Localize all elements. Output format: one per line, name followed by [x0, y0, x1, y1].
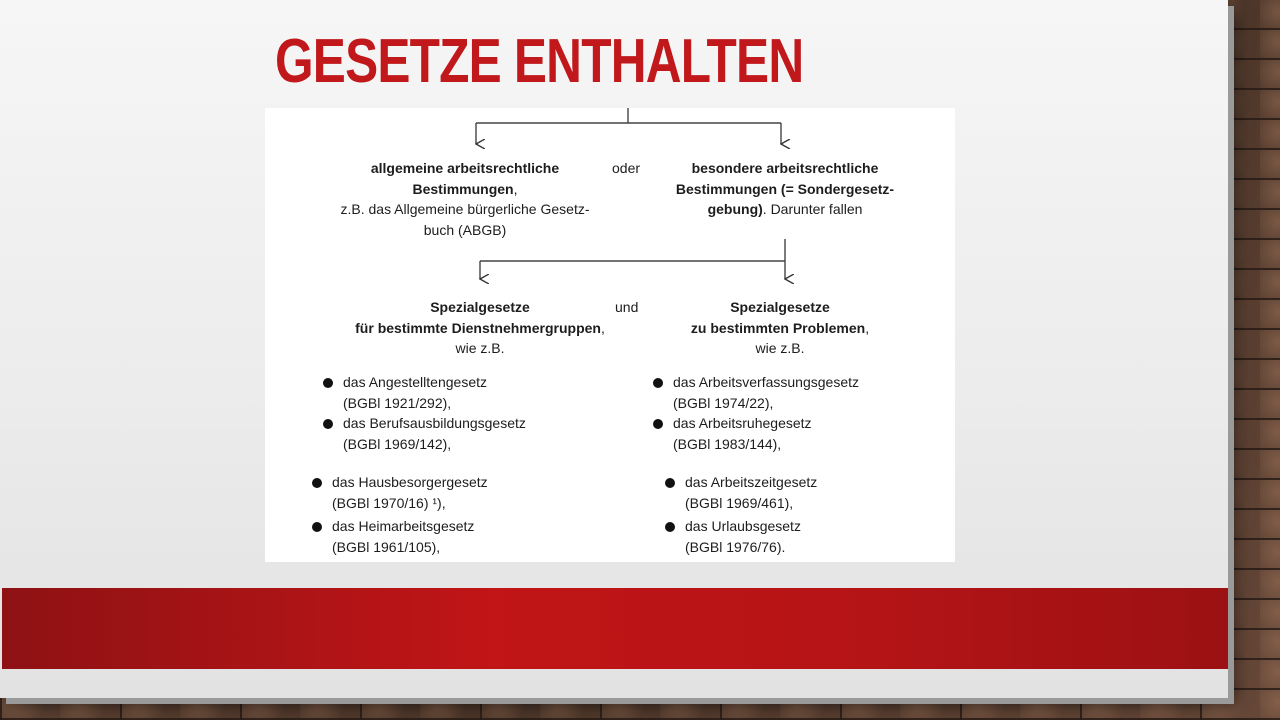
list-item-name: das Arbeitszeitgesetz: [685, 474, 818, 490]
bullet-icon: [323, 419, 333, 429]
footer-band: [2, 588, 1228, 669]
list-item-ref: (BGBl 1983/144),: [673, 435, 782, 452]
dienstnehmergruppen-block: [325, 297, 635, 359]
bullet-icon: [665, 522, 675, 532]
law-structure-diagram: [265, 108, 955, 562]
allgemeine-heading-2: Bestimmungen: [412, 180, 514, 197]
bullet-icon: [312, 478, 322, 488]
list-item-ref: (BGBl 1921/292),: [343, 394, 452, 411]
list-item-name: das Urlaubsgesetz: [685, 518, 801, 534]
list-item-name: das Angestelltengesetz: [343, 374, 487, 390]
list-item-heimarbeitsgesetz: [332, 516, 474, 557]
problemen-detail: wie z.B.: [755, 340, 805, 356]
list-item-ref: (BGBl 1976/76).: [685, 538, 786, 555]
dienstnehmergruppen-heading-1: Spezialgesetze: [430, 299, 530, 315]
problemen-heading-2: zu bestimmten Problemen: [690, 319, 866, 336]
slide-title: GESETZE ENTHALTEN: [275, 27, 804, 96]
bullet-icon: [312, 522, 322, 532]
list-item-arbeitszeitgesetz: [685, 472, 817, 513]
bullet-icon: [653, 419, 663, 429]
dienstnehmergruppen-heading-2: für bestimmte Dienstnehmergruppen: [355, 319, 601, 336]
connector-und: und: [615, 299, 639, 315]
dienstnehmergruppen-detail: wie z.B.: [455, 340, 505, 356]
list-item-arbeitsruhegesetz: [673, 413, 812, 454]
allgemeine-block: [315, 158, 615, 240]
problemen-block: [665, 297, 895, 359]
problemen-heading-2-suffix: ,: [865, 319, 870, 336]
list-item-name: das Berufsausbildungsgesetz: [343, 415, 526, 431]
besondere-heading-3: gebung): [707, 201, 763, 217]
list-item-ref: (BGBl 1969/461),: [685, 494, 794, 511]
list-item-hausbesorgergesetz: [332, 472, 488, 513]
besondere-heading-1: besondere arbeitsrechtliche: [691, 160, 879, 176]
bullet-icon: [653, 378, 663, 388]
problemen-heading-1: Spezialgesetze: [730, 299, 830, 315]
bullet-icon: [323, 378, 333, 388]
allgemeine-heading-1: allgemeine arbeitsrechtliche: [370, 160, 560, 176]
connector-oder: oder: [612, 160, 641, 176]
list-item-urlaubsgesetz: [685, 516, 801, 557]
list-item-angestelltengesetz: [343, 372, 487, 413]
allgemeine-heading-2-suffix: ,: [513, 180, 518, 197]
list-item-ref: (BGBl 1969/142),: [343, 435, 452, 452]
list-item-berufsausbildungsgesetz: [343, 413, 526, 454]
bullet-icon: [665, 478, 675, 488]
list-item-ref: (BGBl 1961/105),: [332, 538, 441, 555]
list-item-ref: (BGBl 1970/16) ¹),: [332, 494, 446, 511]
dienstnehmergruppen-heading-2-suffix: ,: [600, 319, 605, 336]
besondere-heading-2: Bestimmungen (= Sondergesetz-: [675, 180, 895, 197]
list-item-ref: (BGBl 1974/22),: [673, 394, 774, 411]
list-item-arbeitsverfassungsgesetz: [673, 372, 859, 413]
besondere-heading-3-suffix: . Darunter fallen: [762, 201, 863, 217]
list-item-name: das Hausbesorgergesetz: [332, 474, 488, 490]
list-item-name: das Heimarbeitsgesetz: [332, 518, 475, 534]
list-item-name: das Arbeitsruhegesetz: [673, 415, 812, 431]
besondere-block: [655, 158, 915, 220]
allgemeine-detail-2: buch (ABGB): [423, 221, 507, 238]
allgemeine-detail-1: z.B. das Allgemeine bürgerliche Gesetz-: [340, 201, 590, 217]
list-item-name: das Arbeitsverfassungsgesetz: [673, 374, 859, 390]
